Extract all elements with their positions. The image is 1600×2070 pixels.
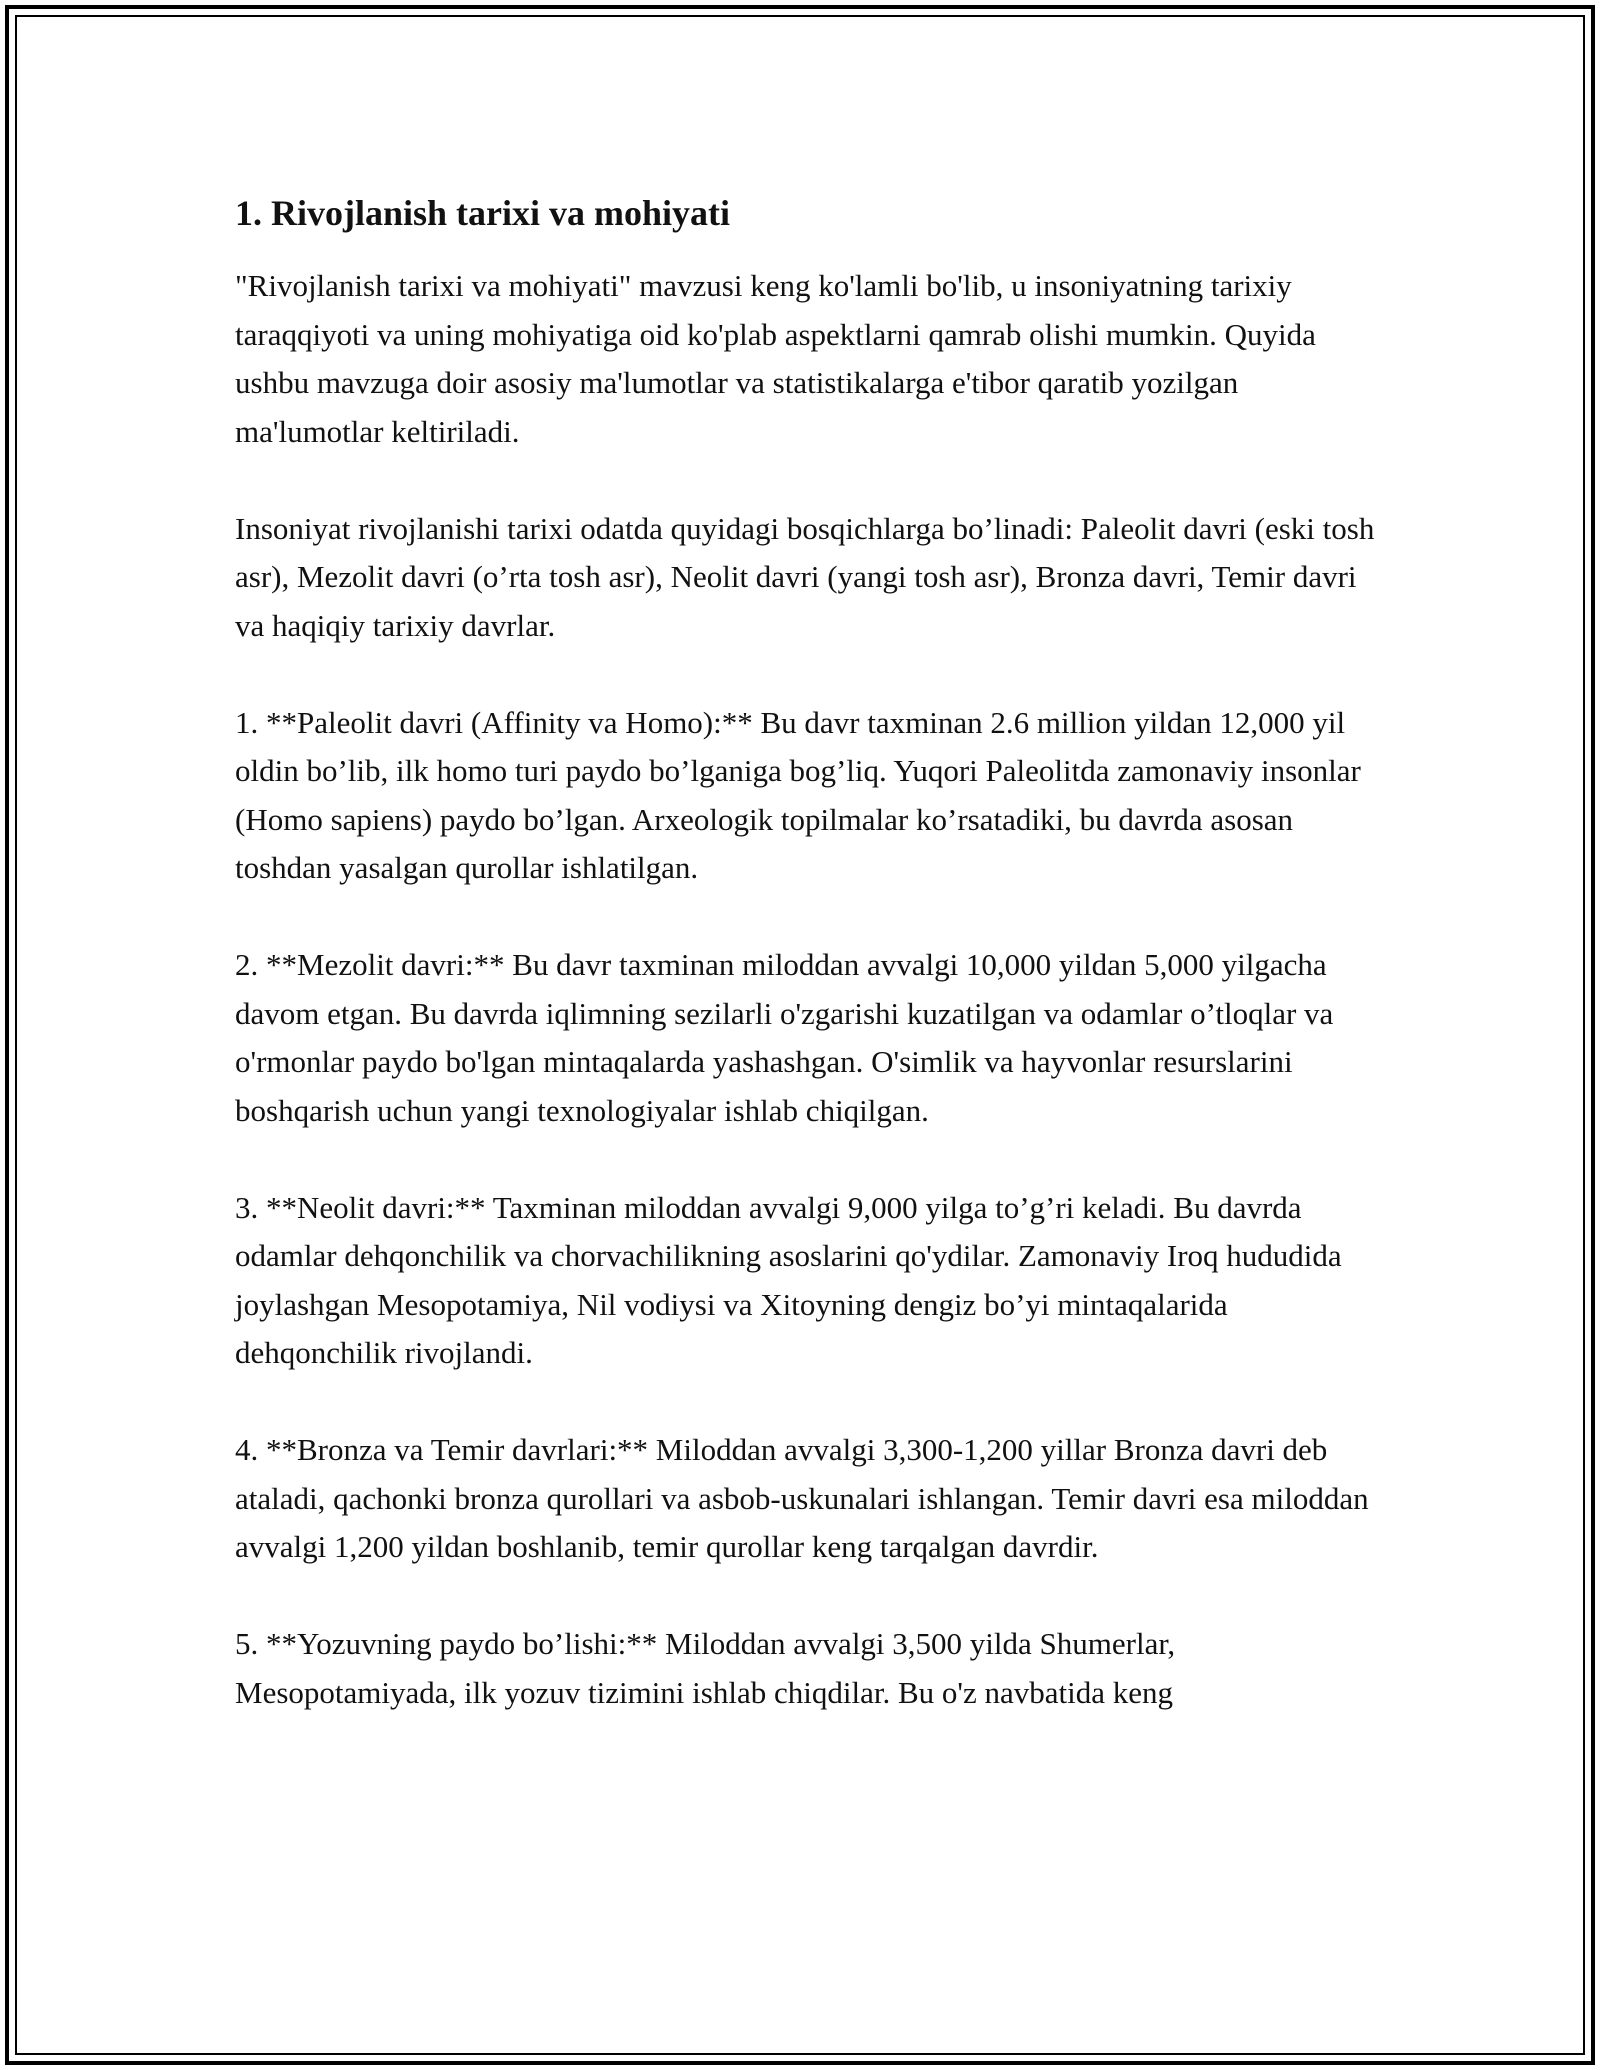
paleolithic-paragraph: 1. **Paleolit davri (Affinity va Homo):** Bu davr taxminan 2.6 million yildan 12,000 yil oldin bo’lib, ilk homo turi paydo bo’lganiga bog’liq. Yuqori Paleolitda zamonaviy insonlar (Homo sapiens) paydo bo’lgan. Arxeologik topilmalar ko’rsatadiki, bu davrda asosan toshdan yasalgan qurollar ishlatilgan. xyxy=(235,704,1361,885)
section-heading: 1. Rivojlanish tarixi va mohiyati xyxy=(235,193,731,233)
neolithic-paragraph: 3. **Neolit davri:** Taxminan miloddan avvalgi 9,000 yilga to’g’ri keladi. Bu davrda odamlar dehqonchilik va chorvachilikning asoslarini qo'ydilar. Zamonaviy Iroq hududida joylashgan Mesopotamiya, Nil vodiysi va Xitoyning dengiz bo’yi mintaqalarida dehqonchilik rivojlandi. xyxy=(235,1189,1342,1370)
document-body xyxy=(235,190,1385,1766)
bronze-iron-paragraph: 4. **Bronza va Temir davrlari:** Miloddan avvalgi 3,300-1,200 yillar Bronza davri deb ataladi, qachonki bronza qurollari va asbob-uskunalari ishlangan. Temir davri esa miloddan avvalgi 1,200 yildan boshlanib, temir qurollar keng tarqalgan davrdir. xyxy=(235,1432,1369,1564)
mesolithic-paragraph: 2. **Mezolit davri:** Bu davr taxminan miloddan avvalgi 10,000 yildan 5,000 yilgacha davom etgan. Bu davrda iqlimning sezilarli o'zgarishi kuzatilgan va odamlar o’tloqlar va o'rmonlar paydo bo'lgan mintaqalarda yashashgan. O'simlik va hayvonlar resurslarini boshqarish uchun yangi texnologiyalar ishlab chiqilgan. xyxy=(235,947,1334,1128)
intro-paragraph: "Rivojlanish tarixi va mohiyati" mavzusi keng ko'lamli bo'lib, u insoniyatning tarixiy taraqqiyoti va uning mohiyatiga oid ko'plab aspektlarni qamrab olishi mumkin. Quyida ushbu mavzuga doir asosiy ma'lumotlar va statistikalarga e'tibor qaratib yozilgan ma'lumotlar keltiriladi. xyxy=(235,268,1316,449)
writing-paragraph: 5. **Yozuvning paydo bo’lishi:** Miloddan avvalgi 3,500 yilda Shumerlar, Mesopotamiyada, ilk yozuv tizimini ishlab chiqdilar. Bu o'z navbatida keng xyxy=(235,1626,1176,1710)
stages-overview-paragraph: Insoniyat rivojlanishi tarixi odatda quyidagi bosqichlarga bo’linadi: Paleolit davri (eski tosh asr), Mezolit davri (o’rta tosh asr), Neolit davri (yangi tosh asr), Bronza davri, Temir davri va haqiqiy tarixiy davrlar. xyxy=(235,510,1375,643)
